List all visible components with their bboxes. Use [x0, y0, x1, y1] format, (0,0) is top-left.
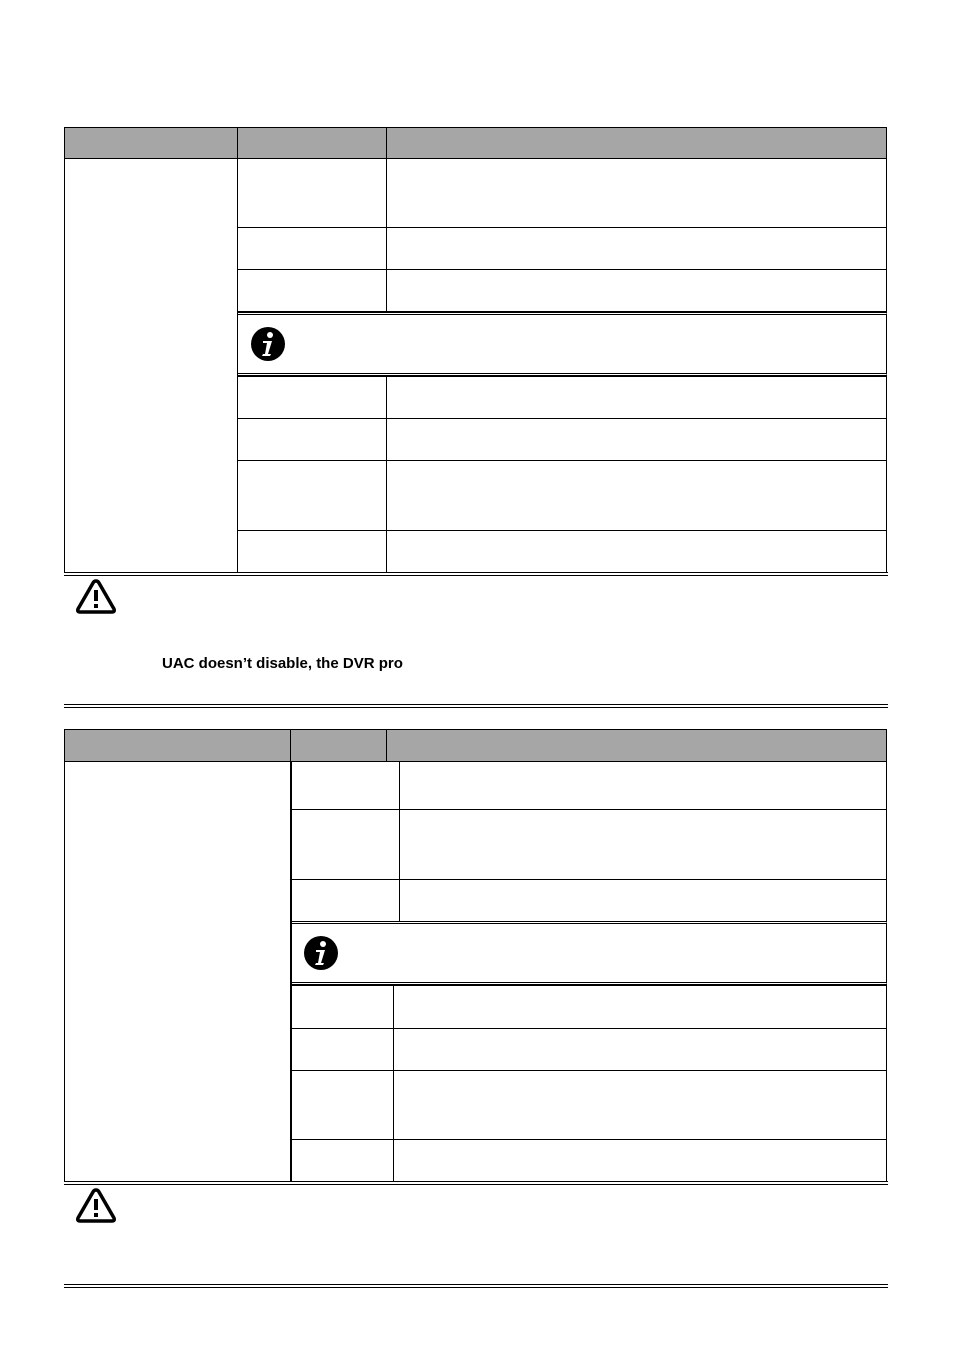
table-row: [393, 985, 887, 1029]
table-1-category-cell: [64, 158, 238, 573]
table-1-header-col3: [386, 127, 887, 159]
table-row: [290, 1139, 394, 1182]
table-row: [386, 269, 887, 312]
table-row: [399, 809, 887, 880]
table-row: [393, 1139, 887, 1182]
info-icon: [303, 935, 339, 971]
table-row: [290, 1028, 394, 1071]
caution-triangle-icon: [74, 577, 118, 617]
table-2-bottom-rule: [64, 1181, 888, 1185]
table-1-header-col1: [64, 127, 238, 159]
table-2-header-col2: [290, 729, 387, 762]
info-icon: [250, 326, 286, 362]
table-row: [386, 460, 887, 531]
table-row: [399, 879, 887, 922]
table-row: [290, 809, 400, 880]
caution-note-text: UAC doesn’t disable, the DVR pro: [162, 655, 403, 672]
table-row: [290, 761, 400, 810]
table-row: [237, 269, 387, 312]
table-row: [399, 761, 887, 810]
table-row: [237, 376, 387, 419]
table-2-note-row: [290, 921, 887, 985]
table-row: [386, 418, 887, 461]
table-row: [386, 376, 887, 419]
caution-triangle-icon: [74, 1186, 118, 1226]
section-divider: [64, 704, 888, 708]
table-2-category-cell: [64, 761, 292, 1182]
table-1-note-row: [237, 312, 887, 376]
table-row: [290, 879, 400, 922]
table-row: [393, 1028, 887, 1071]
table-2-header-col3: [386, 729, 887, 762]
table-row: [237, 530, 387, 573]
table-row: [237, 418, 387, 461]
table-row: [290, 985, 394, 1029]
table-1-bottom-rule: [64, 572, 888, 576]
table-row: [386, 227, 887, 270]
table-row: [393, 1070, 887, 1140]
table-row: [237, 158, 387, 228]
table-row: [237, 227, 387, 270]
page-bottom-rule: [64, 1284, 888, 1288]
table-row: [386, 530, 887, 573]
table-row: [386, 158, 887, 228]
table-1-header-col2: [237, 127, 387, 159]
table-row: [237, 460, 387, 531]
table-row: [290, 1070, 394, 1140]
table-2-header-col1: [64, 729, 291, 762]
